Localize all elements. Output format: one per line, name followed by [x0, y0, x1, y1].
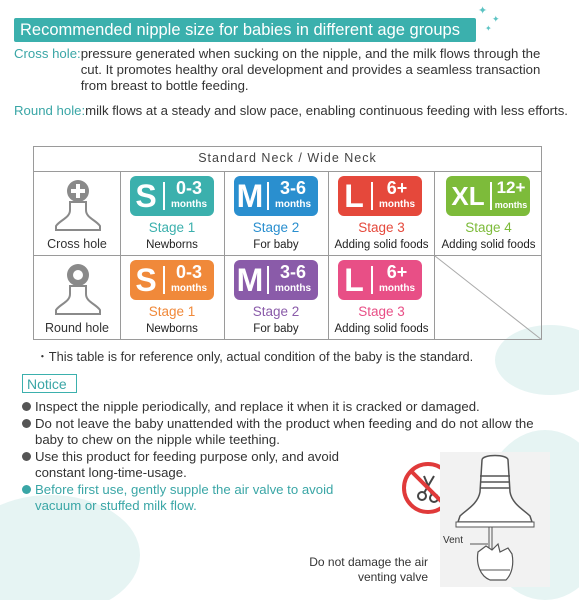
size-letter: XL: [451, 181, 485, 211]
age-range: 0-3: [175, 262, 202, 282]
row-label: Round hole: [45, 321, 109, 335]
size-badge: [338, 260, 422, 300]
nipple-size-table: [33, 146, 542, 340]
vent-label: Vent: [443, 535, 464, 546]
age-range: 12+: [496, 178, 526, 197]
empty-cell-diagonal: [435, 256, 542, 340]
size-letter: S: [135, 178, 157, 214]
definition-text: pressure generated when sucking on the nipple, and the milk flows through the cut. It promotes healthy oral development and provides a seamless transaction from breast to bottle feeding.: [80, 46, 541, 93]
stage-label: Stage 1: [148, 220, 196, 235]
age-range: 0-3: [175, 178, 202, 198]
nipple-vent-icon: [440, 452, 550, 587]
size-cell: [329, 256, 434, 340]
size-cell: [329, 172, 434, 256]
list-item: [22, 399, 542, 415]
stage-description: Newborns: [146, 323, 198, 335]
stage-description: For baby: [253, 323, 299, 335]
sparkle-icon: ✦: [485, 24, 492, 33]
cross-hole-nipple-icon: [52, 178, 104, 236]
size-badge: [234, 176, 318, 216]
row-label: Cross hole: [47, 237, 107, 251]
list-item: [22, 416, 542, 448]
table-title: Standard Neck / Wide Neck: [198, 151, 377, 165]
sparkle-icon: ✦: [478, 5, 488, 17]
size-letter: L: [344, 262, 364, 298]
size-cell: [121, 256, 223, 340]
size-letter: L: [344, 178, 364, 214]
size-badge: [338, 176, 422, 216]
age-unit: months: [274, 283, 312, 294]
bullet-icon: [22, 452, 31, 461]
stage-description: Adding solid foods: [334, 239, 429, 251]
stage-description: Newborns: [146, 239, 198, 251]
age-unit: months: [378, 283, 416, 294]
size-badge: [130, 176, 214, 216]
notice-text: Do not leave the baby unattended with the product when feeding and do not allow the baby to chew on the nipple while teething.: [35, 416, 534, 447]
size-letter: M: [236, 262, 264, 298]
size-cell: [225, 172, 327, 256]
round-hole-nipple-icon: [52, 262, 104, 320]
list-item: [22, 482, 372, 514]
definition-term: Cross hole:: [14, 46, 81, 61]
age-unit: months: [170, 283, 208, 294]
bullet-icon: [22, 419, 31, 428]
size-cell: [435, 172, 542, 256]
size-badge: [130, 260, 214, 300]
illustration-caption: Do not damage the air venting valve: [309, 555, 428, 584]
stage-label: Stage 3: [358, 220, 405, 235]
stage-description: For baby: [253, 239, 299, 251]
definition-text: milk flows at a steady and slow pace, enabling continuous feeding with less efforts.: [85, 103, 568, 118]
definition-round-hole: [14, 103, 570, 119]
stage-label: Stage 4: [465, 220, 512, 235]
age-unit: months: [274, 199, 312, 210]
size-letter: S: [135, 262, 157, 298]
stage-label: Stage 1: [148, 304, 196, 319]
definition-term: Round hole:: [14, 103, 86, 118]
page-title: Recommended nipple size for babies in different age groups: [20, 21, 460, 39]
size-cell: [225, 256, 327, 340]
bullet-icon: [22, 402, 31, 411]
age-unit: months: [378, 199, 416, 210]
age-range: 6+: [386, 178, 408, 198]
list-item: [22, 449, 382, 481]
stage-label: Stage 3: [358, 304, 405, 319]
stage-description: Adding solid foods: [441, 239, 536, 251]
table-note: ・This table is for reference only, actual condition of the baby is the standard.: [36, 349, 474, 364]
size-letter: M: [236, 178, 264, 214]
age-range: 3-6: [279, 262, 306, 282]
stage-label: Stage 2: [252, 304, 300, 319]
notice-text: Inspect the nipple periodically, and replace it when it is cracked or damaged.: [35, 399, 480, 414]
age-range: 3-6: [279, 178, 306, 198]
age-unit: months: [494, 200, 528, 210]
definition-cross-hole: [14, 46, 562, 94]
notice-text: Use this product for feeding purpose only, and avoid constant long-time-usage.: [35, 449, 339, 480]
age-range: 6+: [386, 262, 408, 282]
row-label-cross-hole: [34, 172, 120, 256]
stage-label: Stage 2: [252, 220, 300, 235]
size-badge: [446, 176, 530, 216]
size-cell: [121, 172, 223, 256]
notice-text: Before first use, gently supple the air valve to avoid vacuum or stuffed milk flow.: [35, 482, 334, 513]
size-badge: [234, 260, 318, 300]
sparkle-icon: ✦: [492, 14, 500, 24]
age-unit: months: [170, 199, 208, 210]
row-label-round-hole: [34, 256, 120, 340]
notice-title: Notice: [27, 376, 67, 392]
stage-description: Adding solid foods: [334, 323, 429, 335]
bullet-icon: [22, 485, 31, 494]
